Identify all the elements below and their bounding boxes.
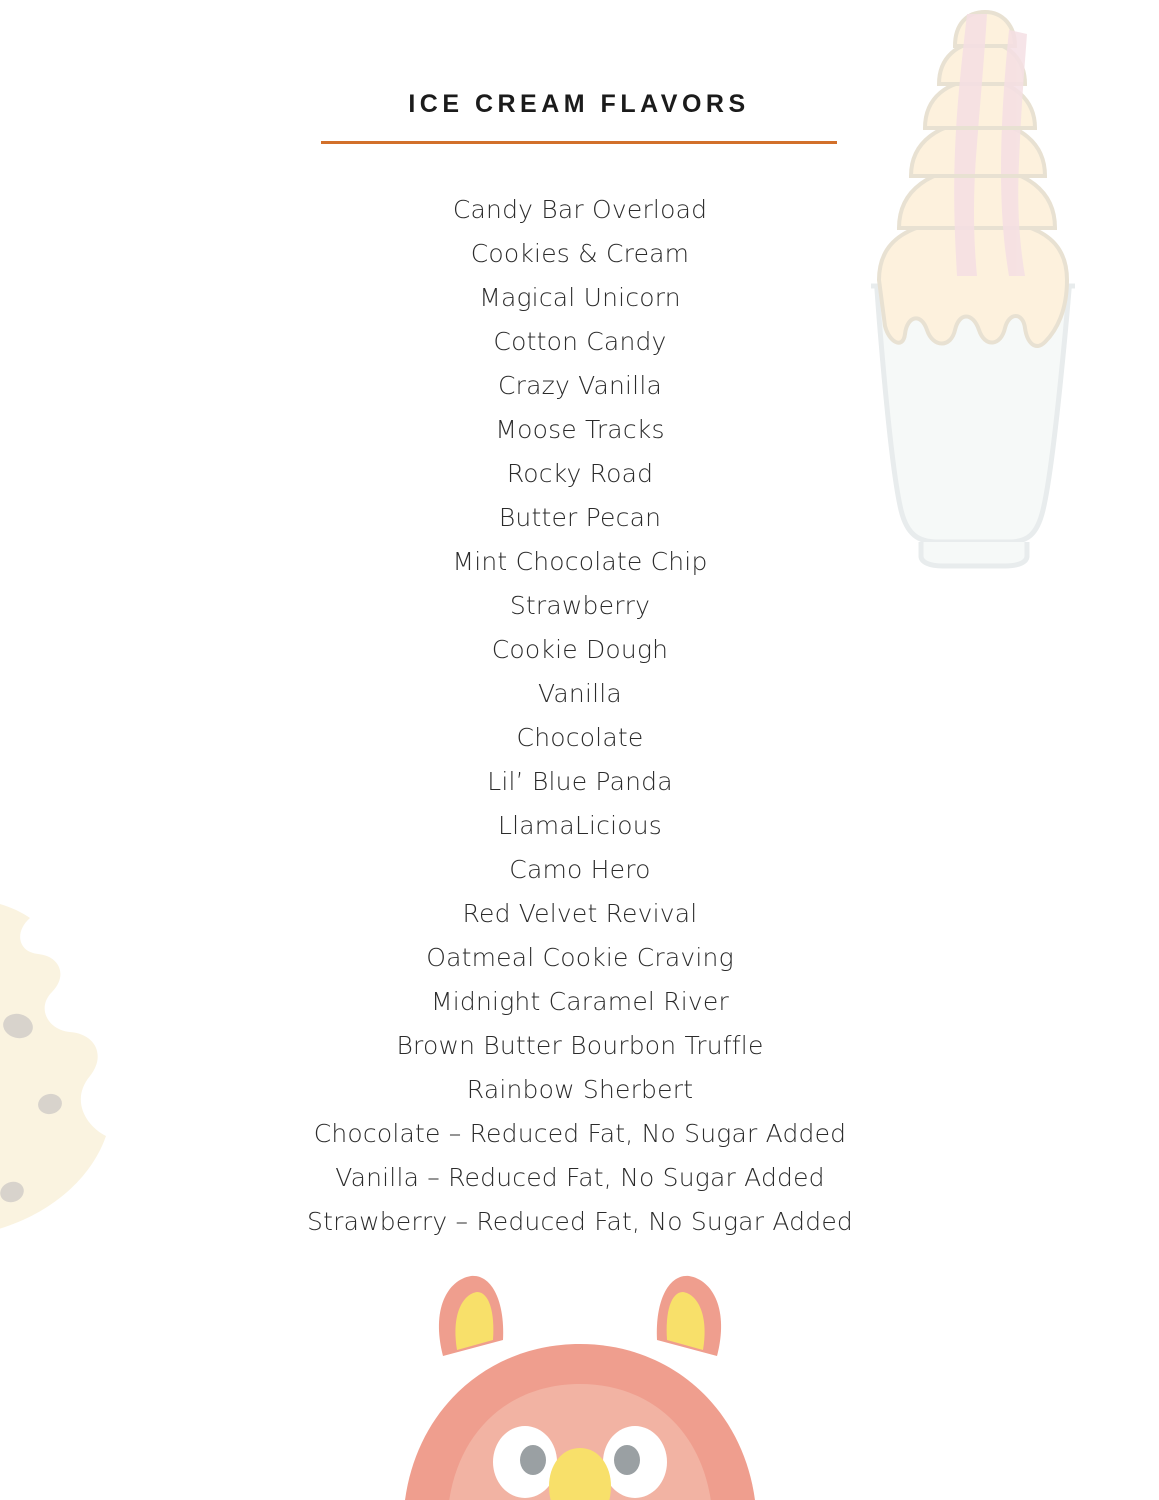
title-divider (321, 141, 837, 144)
list-item: Candy Bar Overload (452, 195, 708, 224)
page-title: ICE CREAM FLAVORS (408, 90, 750, 118)
list-item: Rocky Road (506, 459, 654, 488)
list-item: Crazy Vanilla (497, 371, 662, 400)
list-item: Cookie Dough (491, 635, 669, 664)
list-item: Chocolate (516, 723, 644, 752)
list-item: Camo Hero (509, 855, 651, 884)
list-item: Lil’ Blue Panda (487, 767, 673, 796)
list-item: Rainbow Sherbert (466, 1075, 694, 1104)
list-item: Chocolate – Reduced Fat, No Sugar Added (313, 1119, 847, 1148)
list-item: Vanilla – Reduced Fat, No Sugar Added (335, 1163, 825, 1192)
list-item: Cotton Candy (493, 327, 667, 356)
flavor-list (180, 188, 980, 1244)
list-item: LlamaLicious (498, 811, 662, 840)
list-item: Brown Butter Bourbon Truffle (396, 1031, 764, 1060)
list-item: Cookies & Cream (470, 239, 690, 268)
list-item: Oatmeal Cookie Craving (426, 943, 734, 972)
list-item: Strawberry (509, 591, 651, 620)
list-item: Vanilla (538, 679, 622, 708)
page-header (321, 90, 837, 144)
list-item: Mint Chocolate Chip (452, 547, 708, 576)
list-item: Midnight Caramel River (431, 987, 729, 1016)
owl-illustration (385, 1270, 775, 1500)
list-item: Magical Unicorn (479, 283, 681, 312)
list-item: Strawberry – Reduced Fat, No Sugar Added (307, 1207, 853, 1236)
list-item: Red Velvet Revival (462, 899, 698, 928)
list-item: Moose Tracks (495, 415, 665, 444)
list-item: Butter Pecan (498, 503, 662, 532)
